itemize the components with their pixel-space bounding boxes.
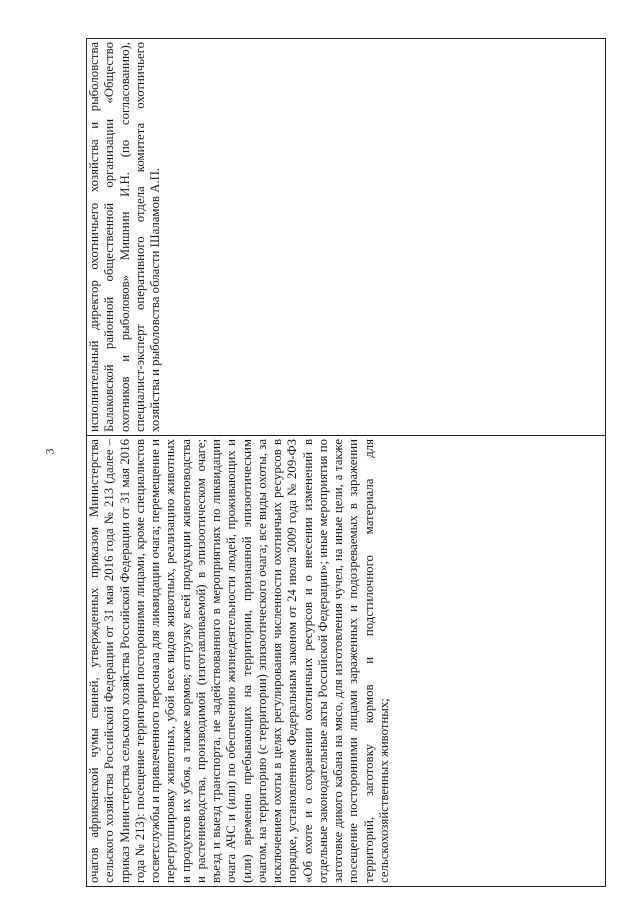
responsible-text: исполнительный директор охотничьего хозяйства и рыболовства Балаковской районной общественной организации «Общество охотников и рыболовов» Мишнин И.Н. (по согласованию), специалист-эксперт оперативного отдела комитета охотничьего хозяйства и рыболовства области Шаламов А.П. <box>87 42 162 432</box>
measures-text: очагов африканской чумы свиней, утвержденных приказом Министерства сельского хозяйства Российской Федерации от 31 мая 2016 года № 213 (далее – приказ Министерства сельского хозяйства Российской Федерации от 31 мая 2016 года № 213): посещение территории посторонними лицами, кроме специалистов госветслужбы и привлеченного персонала для ликвидации очага; перемещение и перегруппировку животных, убой всех видов животных, реализацию животных и продуктов их убоя, а также кормов; отгрузку всей продукции животноводства и растениеводства, производимой (изготавливаемой) в эпизоотическом очаге; въезд и выезд транспорта, не задействованного в мероприятиях по ликвидации очага АЧС и (или) по обеспечению жизнедеятельности людей, проживающих и (или) временно пребывающих на территории, признанной эпизоотическим очагом, на территорию (с территории) эпизоотического очага; все виды охоты, за исключением охоты в целях регулирования численности охотничьих ресурсов в порядке, установленном Федеральным законом от 24 июля 2009 года № 209-ФЗ «Об охоте и о сохранении охотничьих ресурсов и о внесении изменений в отдельные законодательные акты Российской Федерации»; иные мероприятия по заготовке дикого кабана на мясо, для изготовления чучел, на иные цели, а также посещение посторонними лицами зараженных и подозреваемых в заражении территорий, заготовку кормов и подстилочного материала для сельскохозяйственных животных; <box>87 439 391 883</box>
rotated-table <box>86 38 606 887</box>
page-number: 3 <box>42 448 57 455</box>
table-cell-measures <box>87 435 605 886</box>
table-cell-responsible <box>87 39 605 435</box>
